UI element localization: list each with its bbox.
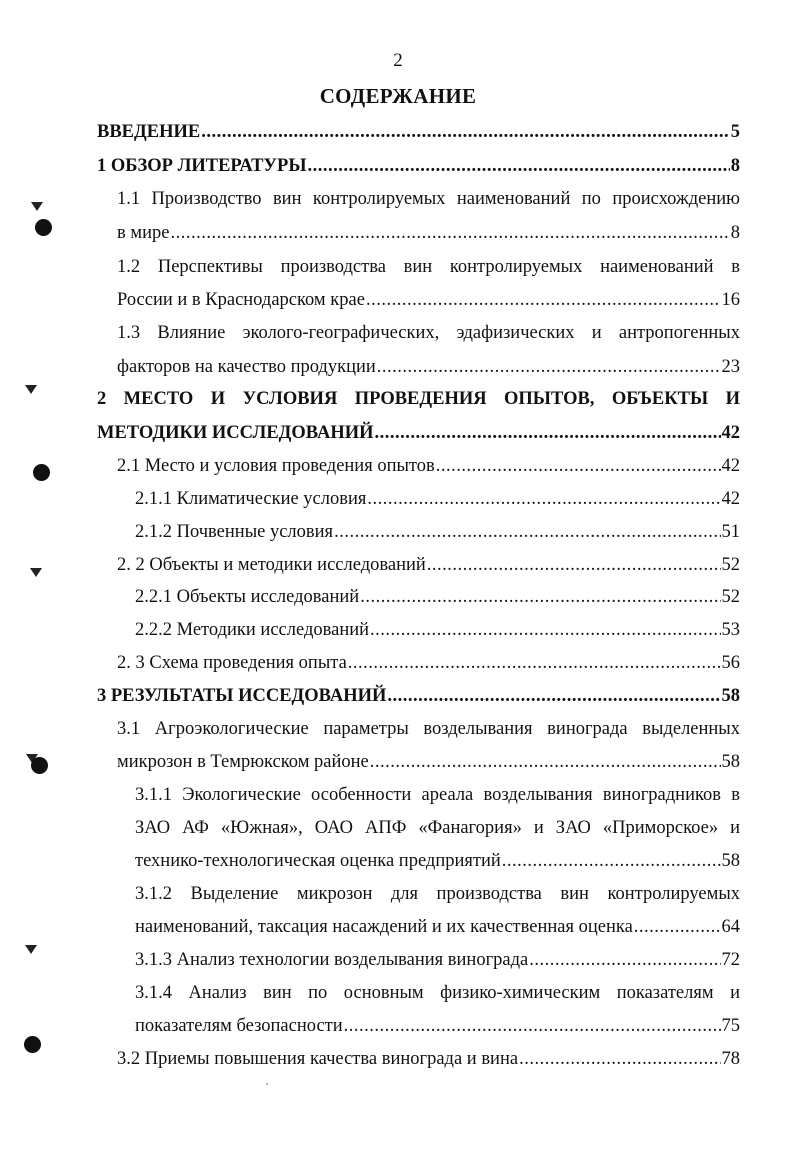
- toc-entry-3-1-2-line2: [135, 912, 740, 942]
- toc-leader: [334, 517, 720, 547]
- toc-entry-1-3-line1: 1.3 Влияние эколого-географических, эдафизических и антропогенных: [117, 323, 740, 343]
- toc-leader: [360, 582, 720, 612]
- toc-entry-3-2: [117, 1044, 740, 1074]
- toc-entry-2-2-2: [135, 615, 740, 645]
- scan-artifact-mark: [25, 385, 37, 394]
- toc-leader: [370, 615, 720, 645]
- binder-hole-dot: [24, 1036, 41, 1053]
- toc-entry-title: наименований, таксация насаждений и их качественная оценка: [135, 917, 633, 937]
- toc-entry-page: 8: [730, 223, 740, 243]
- toc-entry-1-1-line1: 1.1 Производство вин контролируемых наименований по происхождению: [117, 189, 740, 209]
- toc-entry-title: показателям безопасности: [135, 1016, 343, 1036]
- toc-leader: [387, 681, 720, 711]
- toc-leader: [367, 484, 720, 514]
- toc-entry-title: России и в Краснодарском крае: [117, 290, 365, 310]
- page-title: СОДЕРЖАНИЕ: [319, 84, 477, 108]
- toc-leader: [634, 912, 721, 942]
- toc-entry-3-1-1-line1: 3.1.1 Экологические особенности ареала возделывания виноградников в: [135, 785, 740, 805]
- toc-entry-1-2-line2: [117, 285, 740, 315]
- toc-entry-title: факторов на качество продукции: [117, 357, 376, 377]
- toc-entry-page: 5: [730, 122, 740, 142]
- binder-hole-dot: [33, 464, 50, 481]
- toc-entry-title: 3.1.3 Анализ технологии возделывания винограда: [135, 950, 529, 970]
- toc-entry-intro: [97, 117, 740, 147]
- binder-hole-dot: [31, 757, 48, 774]
- toc-entry-chapter-1: [97, 151, 740, 181]
- toc-leader: [375, 418, 721, 448]
- toc-entry-2-1-2: [135, 517, 740, 547]
- toc-leader: [307, 151, 729, 181]
- toc-entry-3-1-2-line1: 3.1.2 Выделение микрозон для производства вин контролируемых: [135, 884, 740, 904]
- toc-entry-page: 52: [721, 587, 740, 607]
- toc-entry-title: 2.2.1 Объекты исследований: [135, 587, 360, 607]
- scan-artifact-mark: [25, 945, 37, 954]
- toc-entry-page: 42: [721, 489, 740, 509]
- toc-entry-page: 42: [721, 423, 740, 443]
- toc-entry-3-1-line1: 3.1 Агроэкологические параметры возделывания винограда выделенных: [117, 719, 740, 739]
- toc-entry-page: 8: [730, 156, 740, 176]
- toc-entry-page: 78: [721, 1049, 740, 1069]
- toc-entry-3-1-4-line1: 3.1.4 Анализ вин по основным физико-химическим показателям и: [135, 983, 740, 1003]
- toc-leader: [366, 285, 721, 315]
- toc-entry-3-1-line2: [117, 747, 740, 777]
- toc-entry-1-3-line2: [117, 352, 740, 382]
- toc-entry-1-2-line1: 1.2 Перспективы производства вин контролируемых наименований в: [117, 257, 740, 277]
- toc-leader: [519, 1044, 720, 1074]
- toc-entry-title: 2.1.1 Климатические условия: [135, 489, 367, 509]
- toc-entry-3-1-1-line2: ЗАО АФ «Южная», ОАО АПФ «Фанагория» и ЗАО «Приморское» и: [135, 818, 740, 838]
- toc-leader: [170, 218, 729, 248]
- binder-hole-dot: [35, 219, 52, 236]
- toc-entry-chapter-2-line1: 2 МЕСТО И УСЛОВИЯ ПРОВЕДЕНИЯ ОПЫТОВ, ОБЪЕКТЫ И: [97, 389, 740, 409]
- toc-leader: [529, 945, 720, 975]
- toc-entry-title: технико-технологическая оценка предприятий: [135, 851, 501, 871]
- toc-entry-page: 52: [721, 555, 740, 575]
- toc-entry-title: 2.1 Место и условия проведения опытов: [117, 456, 435, 476]
- toc-entry-title: микрозон в Темрюкском районе: [117, 752, 369, 772]
- toc-entry-2-2-1: [135, 582, 740, 612]
- toc-entry-title: 2.1.2 Почвенные условия: [135, 522, 334, 542]
- toc-entry-2-1: [117, 451, 740, 481]
- toc-leader: [344, 1011, 721, 1041]
- toc-entry-title: ВВЕДЕНИЕ: [97, 122, 201, 142]
- toc-entry-chapter-2-line2: [97, 418, 740, 448]
- toc-entry-title: 3 РЕЗУЛЬТАТЫ ИССЕДОВАНИЙ: [97, 686, 387, 706]
- toc-entry-2-1-1: [135, 484, 740, 514]
- toc-entry-page: 51: [721, 522, 740, 542]
- toc-entry-title: 1 ОБЗОР ЛИТЕРАТУРЫ: [97, 156, 307, 176]
- toc-entry-1-1-line2: [117, 218, 740, 248]
- toc-entry-page: 58: [721, 752, 740, 772]
- toc-entry-title: МЕТОДИКИ ИССЛЕДОВАНИЙ: [97, 423, 374, 443]
- toc-leader: [348, 648, 721, 678]
- toc-entry-page: 75: [721, 1016, 740, 1036]
- toc-entry-page: 58: [721, 686, 740, 706]
- toc-entry-page: 42: [721, 456, 740, 476]
- toc-entry-page: 16: [721, 290, 740, 310]
- toc-entry-page: 64: [721, 917, 740, 937]
- toc-entry-page: 53: [721, 620, 740, 640]
- toc-leader: [436, 451, 721, 481]
- toc-leader: [201, 117, 730, 147]
- toc-leader: [427, 550, 721, 580]
- toc-entry-title: 3.2 Приемы повышения качества винограда и вина: [117, 1049, 519, 1069]
- toc-entry-3-1-1-line3: [135, 846, 740, 876]
- toc-entry-2-3: [117, 648, 740, 678]
- toc-leader: [370, 747, 721, 777]
- page-number: 2: [393, 50, 403, 71]
- toc-entry-title: в мире: [117, 223, 170, 243]
- toc-entry-title: 2. 2 Объекты и методики исследований: [117, 555, 426, 575]
- toc-entry-page: 23: [721, 357, 740, 377]
- toc-entry-page: 72: [721, 950, 740, 970]
- toc-entry-chapter-3: [97, 681, 740, 711]
- scan-speck: [266, 1083, 268, 1085]
- toc-entry-2-2: [117, 550, 740, 580]
- toc-entry-3-1-3: [135, 945, 740, 975]
- toc-entry-page: 58: [721, 851, 740, 871]
- scan-artifact-mark: [30, 568, 42, 577]
- toc-leader: [502, 846, 721, 876]
- toc-entry-page: 56: [721, 653, 740, 673]
- toc-entry-title: 2. 3 Схема проведения опыта: [117, 653, 347, 673]
- scan-artifact-mark: [31, 202, 43, 211]
- toc-entry-3-1-4-line2: [135, 1011, 740, 1041]
- toc-entry-title: 2.2.2 Методики исследований: [135, 620, 370, 640]
- toc-leader: [377, 352, 721, 382]
